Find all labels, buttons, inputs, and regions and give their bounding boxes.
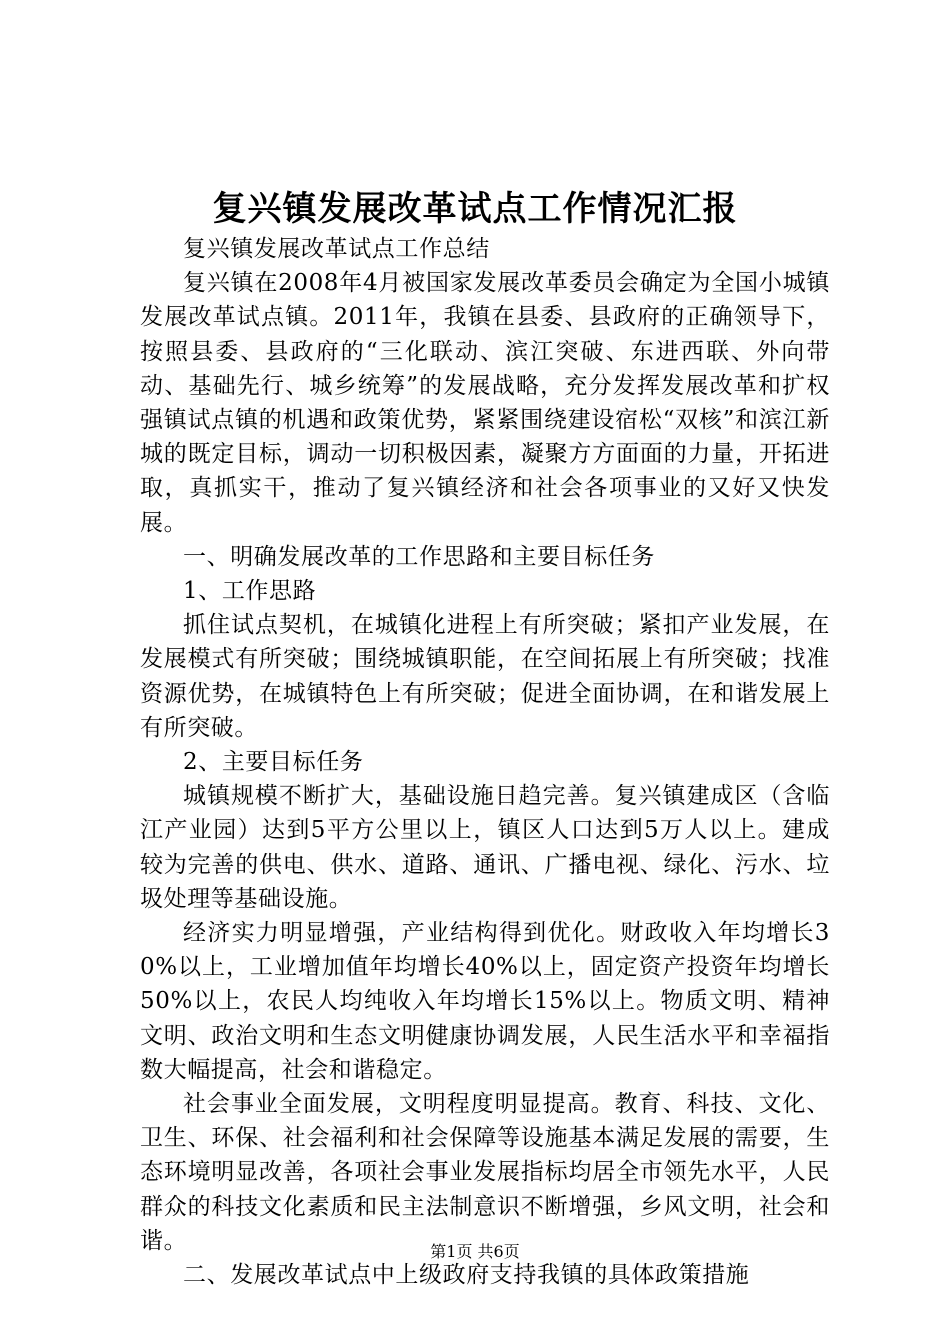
subsection-heading-1: 1、工作思路	[183, 578, 317, 605]
paragraph-subtitle: 复兴镇发展改革试点工作总结	[183, 236, 490, 262]
paragraph-economy: 经济实力明显增强，产业结构得到优化。财政收入年均增长30%以上，工业增加值年均增长40%以上，固定资产投资年均增长50%以上，农民人均纯收入年均增长15%以上。物质文明、精神文明、政治文明和生态文明健康协调发展，人民生活水平和幸福指数大幅提高，社会和谐稳定。	[140, 920, 830, 1083]
page-number: 第1页 共6页	[430, 1242, 520, 1261]
paragraph-social: 社会事业全面发展，文明程度明显提高。教育、科技、文化、卫生、环保、社会福利和社会保障等设施基本满足发展的需要，生态环境明显改善，各项社会事业发展指标均居全市领先水平，人民群众的科技文化素质和民主法制意识不断增强，乡风文明，社会和谐。	[140, 1091, 830, 1254]
subsection-heading-2: 2、主要目标任务	[183, 749, 364, 776]
document-title: 复兴镇发展改革试点工作情况汇报	[212, 189, 738, 229]
section-heading-1: 一、明确发展改革的工作思路和主要目标任务	[183, 543, 655, 570]
section-heading-2: 二、发展改革试点中上级政府支持我镇的具体政策措施	[183, 1262, 750, 1289]
document-body	[140, 232, 830, 1292]
paragraph-work-ideas: 抓住试点契机，在城镇化进程上有所突破；紧扣产业发展，在发展模式有所突破；围绕城镇职能，在空间拓展上有所突破；找准资源优势，在城镇特色上有所突破；促进全面协调，在和谐发展上有所突破。	[140, 612, 830, 741]
paragraph-intro: 复兴镇在2008年4月被国家发展改革委员会确定为全国小城镇发展改革试点镇。2011年，我镇在县委、县政府的正确领导下，按照县委、县政府的“三化联动、滨江突破、东进西联、外向带动、基础先行、城乡统筹”的发展战略，充分发挥发展改革和扩权强镇试点镇的机遇和政策优势，紧紧围绕建设宿松“双核”和滨江新城的既定目标，调动一切积极因素，凝聚方方面面的力量，开拓进取，真抓实干，推动了复兴镇经济和社会各项事业的又好又快发展。	[140, 270, 830, 536]
paragraph-town-scale: 城镇规模不断扩大，基础设施日趋完善。复兴镇建成区（含临江产业园）达到5平方公里以上，镇区人口达到5万人以上。建成较为完善的供电、供水、道路、通讯、广播电视、绿化、污水、垃圾处理等基础设施。	[140, 783, 830, 912]
